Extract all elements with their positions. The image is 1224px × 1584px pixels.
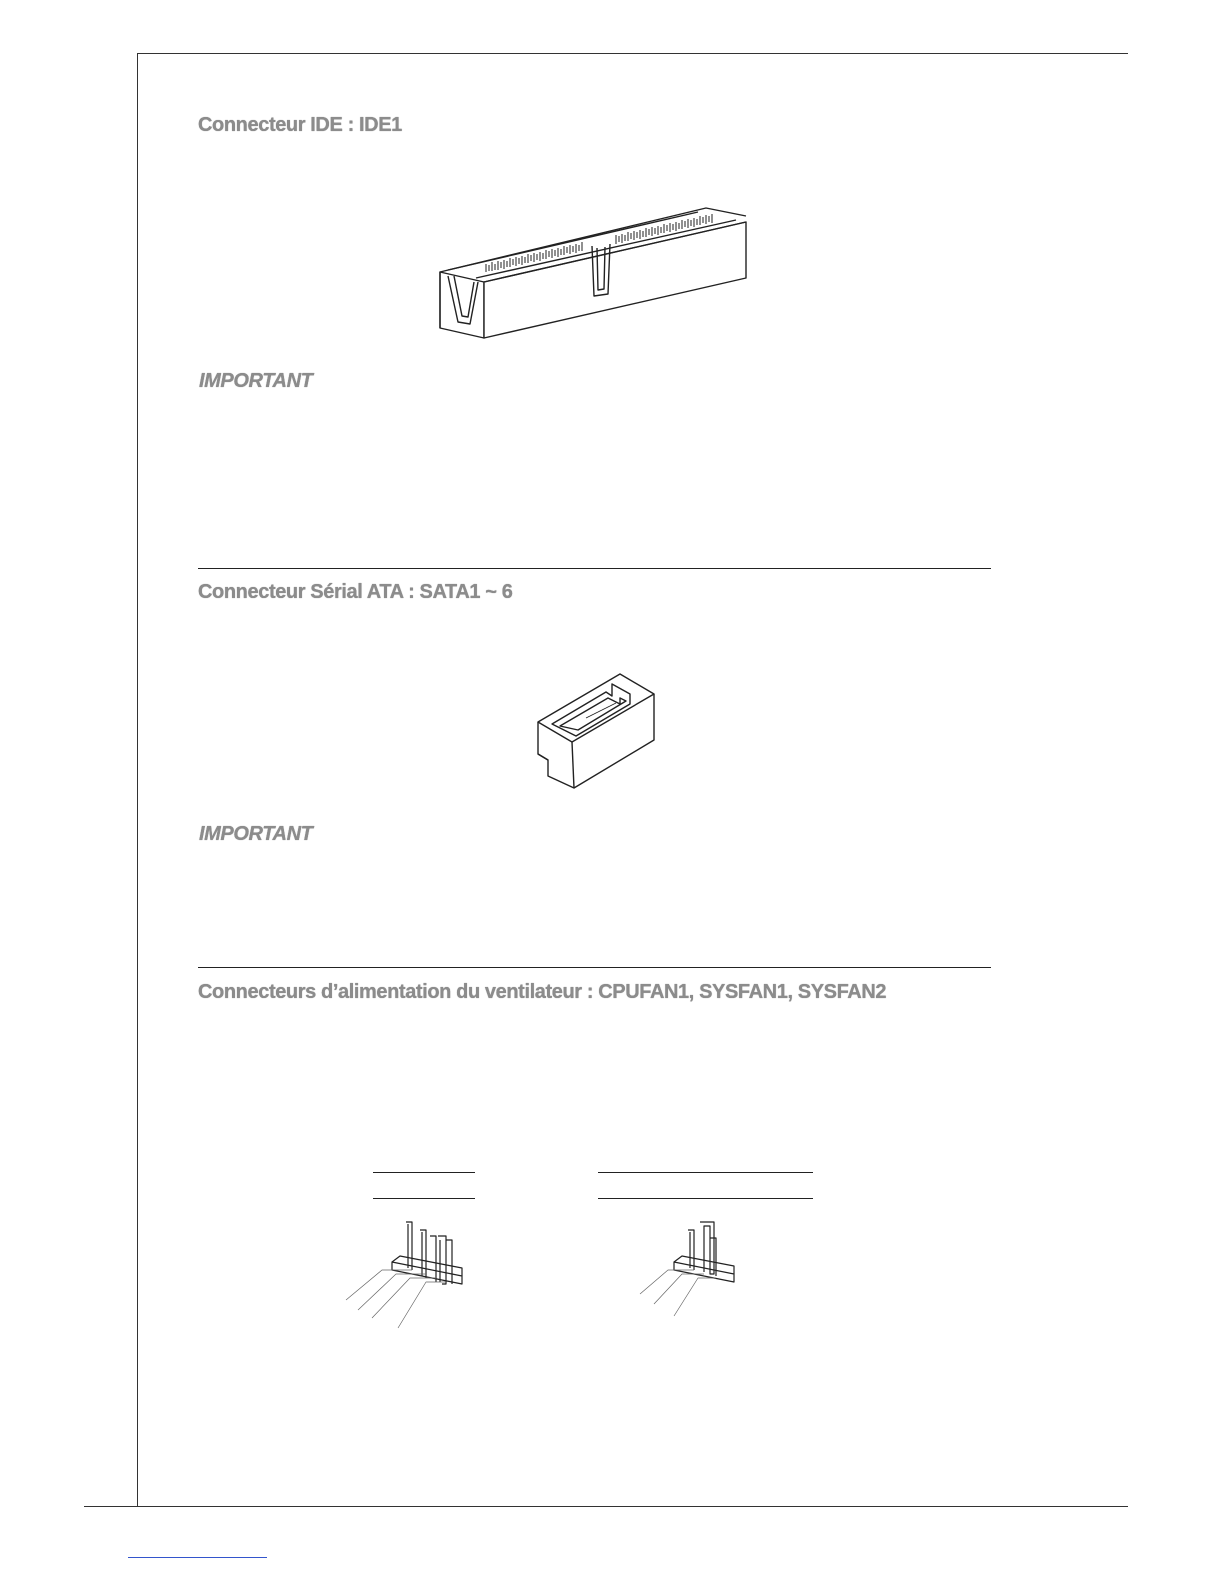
page-frame-top	[137, 53, 1128, 54]
ide-connector-drawing	[436, 204, 752, 340]
cpufan-label-rule	[373, 1198, 475, 1199]
cpufan-label-rule	[373, 1172, 475, 1173]
sata-heading: Connecteur Sérial ATA : SATA1 ~ 6	[198, 581, 513, 603]
sysfan-label-rule	[598, 1198, 813, 1199]
sysfan-3pin-drawing	[638, 1218, 738, 1322]
ide-important-label: IMPORTANT	[199, 370, 313, 392]
footer-link-underline[interactable]	[128, 1557, 267, 1558]
sysfan-label-rule	[598, 1172, 813, 1173]
cpufan-4pin-drawing	[342, 1218, 466, 1332]
fan-heading: Connecteurs d’alimentation du ventilateur : CPUFAN1, SYSFAN1, SYSFAN2	[198, 981, 887, 1003]
section-divider	[198, 568, 991, 569]
page-frame-bottom	[84, 1506, 1128, 1507]
section-divider	[198, 967, 991, 968]
sata-important-label: IMPORTANT	[199, 823, 313, 845]
page-frame-left	[137, 53, 138, 1507]
sata-connector-drawing	[534, 670, 658, 792]
ide-heading: Connecteur IDE : IDE1	[198, 114, 402, 136]
